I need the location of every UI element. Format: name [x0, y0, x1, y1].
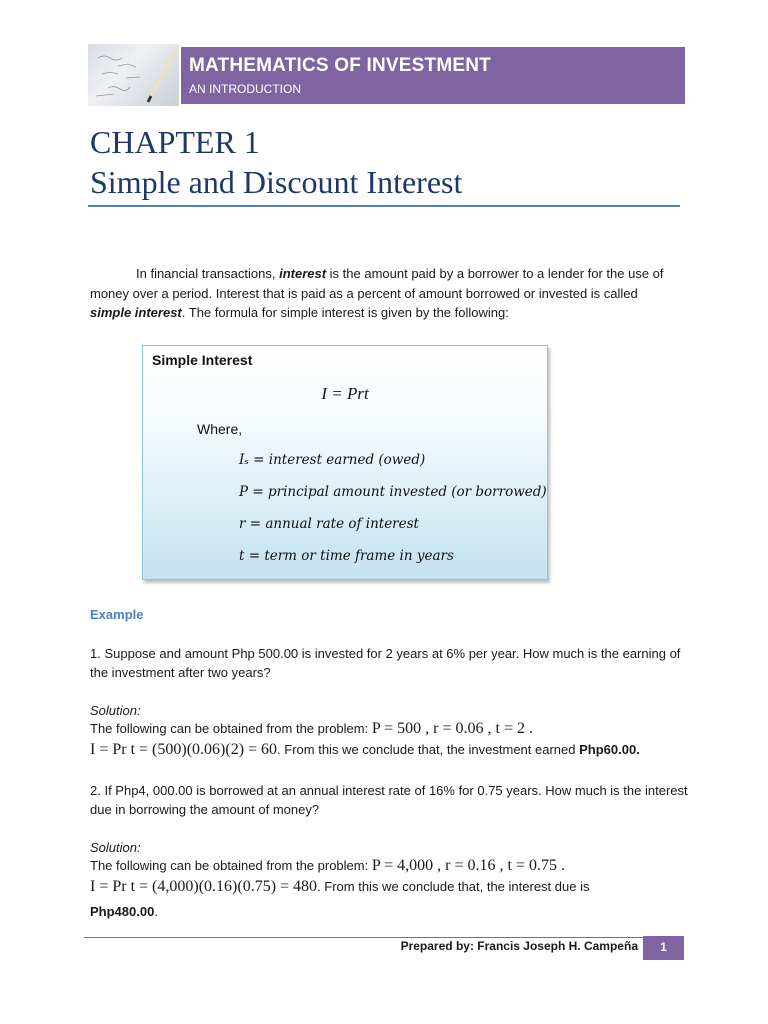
footer-author: Prepared by: Francis Joseph H. Campeña	[400, 939, 638, 953]
problem-1-obtained-text: The following can be obtained from the problem:	[90, 721, 372, 736]
problem-2-calculation: I = Pr t = (4,000)(0.16)(0.75) = 480	[90, 878, 318, 895]
problem-2-calc-line	[90, 877, 690, 896]
definition-rate: r = annual rate of interest	[239, 516, 419, 532]
problem-2-solution-label: Solution:	[90, 840, 141, 855]
chapter-heading	[90, 122, 462, 202]
problem-1-calc-line	[90, 740, 690, 759]
problem-1-given-values: P = 500 , r = 0.06 , t = 2 .	[371, 720, 533, 737]
example-label: Example	[90, 607, 144, 622]
simple-interest-box	[142, 345, 548, 580]
term-simple-interest: simple interest	[90, 305, 182, 320]
box-title: Simple Interest	[152, 352, 253, 368]
header-photo	[88, 44, 179, 106]
problem-2-obtained-text: The following can be obtained from the problem:	[90, 858, 372, 873]
header-subtitle: AN INTRODUCTION	[189, 82, 301, 96]
problem-2-conclusion: . From this we conclude that, the interest due is	[317, 879, 590, 894]
simple-interest-formula: I = Prt	[321, 384, 369, 403]
problem-2-given-line	[90, 856, 690, 875]
problem-2-answer-line	[90, 902, 690, 921]
problem-1-calculation: I = Pr t = (500)(0.06)(2) = 60	[90, 741, 278, 758]
problem-2-given-values: P = 4,000 , r = 0.16 , t = 0.75 .	[371, 857, 565, 874]
page-number: 1	[643, 936, 684, 960]
definition-interest: Iₛ = interest earned (owed)	[239, 452, 426, 468]
chapter-title: Simple and Discount Interest	[90, 164, 463, 200]
problem-2-answer-end: .	[154, 904, 158, 919]
problem-1-given-line	[90, 719, 690, 738]
term-interest: interest	[279, 266, 327, 281]
intro-text-1: In financial transactions,	[136, 266, 280, 281]
header-title: MATHEMATICS OF INVESTMENT	[189, 55, 491, 76]
problem-1-conclusion: . From this we conclude that, the investment earned	[277, 742, 580, 757]
header-banner	[181, 47, 685, 104]
intro-text-3: . The formula for simple interest is given by the following:	[181, 305, 509, 320]
problem-1-solution-label: Solution:	[90, 703, 141, 718]
problem-1-question: 1. Suppose and amount Php 500.00 is invested for 2 years at 6% per year. How much is the earning of the investment after two years?	[90, 646, 681, 680]
where-label: Where,	[197, 421, 243, 437]
problem-2-answer: Php480.00	[90, 904, 155, 919]
chapter-number: CHAPTER 1	[90, 124, 260, 160]
heading-divider	[88, 205, 680, 207]
intro-paragraph	[90, 264, 680, 323]
intro-text-2: is the amount paid by a borrower to a lender for the use of money over a period. Interest that is paid as a percent of amount borrowed or invested is called	[90, 266, 664, 301]
problem-2-question: 2. If Php4, 000.00 is borrowed at an annual interest rate of 16% for 0.75 years. How much is the interest due in borrowing the amount of money?	[90, 783, 688, 817]
definition-term: t = term or time frame in years	[239, 548, 454, 564]
definition-principal: P = principal amount invested (or borrowed)	[239, 484, 547, 500]
problem-1-answer: Php60.00.	[579, 742, 640, 757]
footer-divider	[84, 937, 684, 938]
